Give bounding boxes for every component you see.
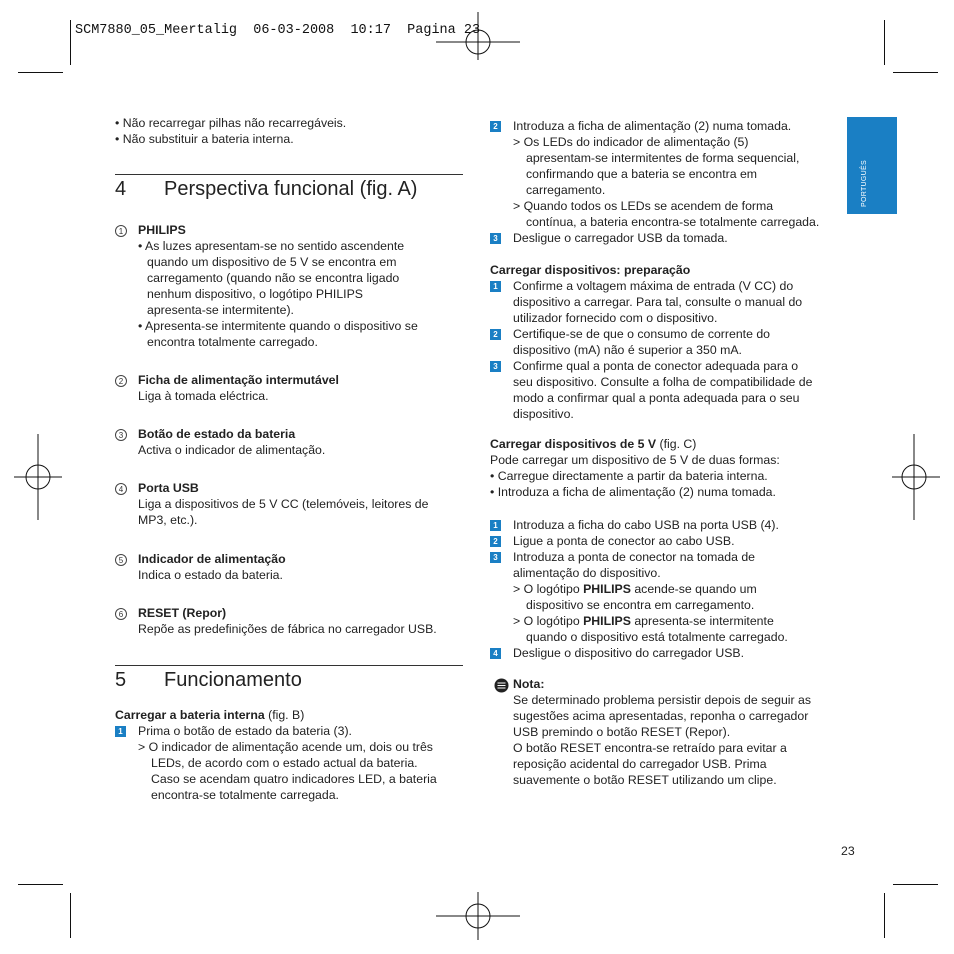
step-text: Confirme qual a ponta de conector adequada para o xyxy=(513,359,799,373)
step-badge: 4 xyxy=(490,648,501,659)
paragraph-text: Pode carregar um dispositivo de 5 V de duas formas: xyxy=(490,453,780,467)
step-text: Certifique-se de que o consumo de corrente do xyxy=(513,327,771,341)
item-title: RESET (Repor) xyxy=(138,606,227,620)
section-title: Perspectiva funcional (fig. A) xyxy=(164,178,418,200)
step-text: alimentação do dispositivo. xyxy=(513,566,661,580)
step-badge: 2 xyxy=(490,121,501,132)
step-text: dispositivo a carregar. Para tal, consulte o manual do xyxy=(513,295,803,309)
item-text: • As luzes apresentam-se no sentido ascendente xyxy=(138,239,405,253)
crop-mark xyxy=(18,72,63,73)
step-badge: 2 xyxy=(490,329,501,340)
item-number-icon: 5 xyxy=(115,554,127,566)
note-text: Se determinado problema persistir depois de seguir as xyxy=(513,693,812,707)
step-result: > O indicador de alimentação acende um, dois ou três xyxy=(138,740,433,754)
page-number: 23 xyxy=(841,844,855,858)
step-text: Introduza a ponta de conector na tomada de xyxy=(513,550,756,564)
bullet-item: • Não recarregar pilhas não recarregáveis. xyxy=(115,116,347,130)
item-number-icon: 3 xyxy=(115,429,127,441)
crop-mark xyxy=(70,893,71,938)
step-text: dispositivo (mA) não é superior a 350 mA. xyxy=(513,343,742,357)
item-text: Liga a dispositivos de 5 V CC (telemóveis, leitores de xyxy=(138,497,429,511)
step-text: Introduza a ficha de alimentação (2) numa tomada. xyxy=(513,119,792,133)
step-result: > O logótipo PHILIPS apresenta-se intermitente xyxy=(513,614,774,628)
step-badge: 3 xyxy=(490,552,501,563)
step-result: dispositivo se encontra em carregamento. xyxy=(526,598,755,612)
note-text: USB premindo o botão RESET (Repor). xyxy=(513,725,731,739)
crop-mark xyxy=(884,893,885,938)
registration-mark-icon xyxy=(14,434,64,520)
bullet-item: • Carregue directamente a partir da bateria interna. xyxy=(490,469,768,483)
item-text: MP3, etc.). xyxy=(138,513,198,527)
note-text: sugestões acima apresentadas, reponha o carregador xyxy=(513,709,809,723)
step-text: Confirme a voltagem máxima de entrada (V CC) do xyxy=(513,279,794,293)
step-text: dispositivo. xyxy=(513,407,574,421)
subheading: Carregar dispositivos: preparação xyxy=(490,263,691,277)
step-result: quando o dispositivo está totalmente carregado. xyxy=(526,630,788,644)
step-text: Ligue a ponta de conector ao cabo USB. xyxy=(513,534,735,548)
note-text: reposição acidental do carregador USB. Prima xyxy=(513,757,767,771)
crop-mark xyxy=(884,20,885,65)
language-tab xyxy=(847,117,897,214)
item-text: Liga à tomada eléctrica. xyxy=(138,389,269,403)
step-badge: 3 xyxy=(490,233,501,244)
note-text: O botão RESET encontra-se retraído para evitar a xyxy=(513,741,787,755)
bullet-item: • Não substituir a bateria interna. xyxy=(115,132,294,146)
note-title: Nota: xyxy=(513,677,545,691)
item-text: Repõe as predefinições de fábrica no carregador USB. xyxy=(138,622,437,636)
item-text: Activa o indicador de alimentação. xyxy=(138,443,326,457)
step-result: apresentam-se intermitentes de forma sequencial, xyxy=(526,151,800,165)
step-result: > Os LEDs do indicador de alimentação (5) xyxy=(513,135,749,149)
item-title: Indicador de alimentação xyxy=(138,552,286,566)
step-result: carregamento. xyxy=(526,183,606,197)
step-text: modo a confirmar qual a ponta adequada para o seu xyxy=(513,391,800,405)
step-result: > O logótipo PHILIPS acende-se quando um xyxy=(513,582,757,596)
item-text: carregamento (quando não se encontra ligado xyxy=(147,271,400,285)
step-text: Desligue o dispositivo do carregador USB. xyxy=(513,646,745,660)
subheading: Carregar a bateria interna (fig. B) xyxy=(115,708,305,722)
step-result: Caso se acendam quatro indicadores LED, a bateria xyxy=(151,772,437,786)
item-text: apresenta-se intermitente). xyxy=(147,303,294,317)
section-number: 4 xyxy=(115,178,127,200)
step-result: contínua, a bateria encontra-se totalmente carregada. xyxy=(526,215,820,229)
step-result: confirmando que a bateria se encontra em xyxy=(526,167,758,181)
section-title: Funcionamento xyxy=(164,669,302,691)
step-result: LEDs, de acordo com o estado actual da bateria. xyxy=(151,756,418,770)
section-rule xyxy=(115,665,463,666)
section-number: 5 xyxy=(115,669,127,691)
step-text: Introduza a ficha do cabo USB na porta USB (4). xyxy=(513,518,779,532)
item-text: quando um dispositivo de 5 V se encontra em xyxy=(147,255,397,269)
item-number-icon: 4 xyxy=(115,483,127,495)
crop-mark xyxy=(70,20,71,65)
crop-mark xyxy=(18,884,63,885)
step-badge: 1 xyxy=(490,520,501,531)
print-slug: SCM7880_05_Meertalig 06-03-2008 10:17 Pagina 23 xyxy=(75,23,481,38)
crop-mark xyxy=(893,884,938,885)
item-number-icon: 1 xyxy=(115,225,127,237)
item-title: Porta USB xyxy=(138,481,199,495)
item-title: Ficha de alimentação intermutável xyxy=(138,373,339,387)
item-text: Indica o estado da bateria. xyxy=(138,568,283,582)
note-icon xyxy=(494,678,509,693)
step-text: utilizador fornecido com o dispositivo. xyxy=(513,311,718,325)
item-text: • Apresenta-se intermitente quando o dispositivo se xyxy=(138,319,418,333)
step-badge: 3 xyxy=(490,361,501,372)
step-badge: 2 xyxy=(490,536,501,547)
registration-mark-icon xyxy=(436,892,520,942)
crop-mark xyxy=(893,72,938,73)
item-number-icon: 2 xyxy=(115,375,127,387)
step-badge: 1 xyxy=(115,726,126,737)
step-text: seu dispositivo. Consulte a folha de compatibilidade de xyxy=(513,375,813,389)
bullet-item: • Introduza a ficha de alimentação (2) numa tomada. xyxy=(490,485,776,499)
registration-mark-icon xyxy=(892,434,942,520)
step-result: encontra-se totalmente carregada. xyxy=(151,788,339,802)
item-number-icon: 6 xyxy=(115,608,127,620)
section-rule xyxy=(115,174,463,175)
subheading: Carregar dispositivos de 5 V (fig. C) xyxy=(490,437,697,451)
step-text: Desligue o carregador USB da tomada. xyxy=(513,231,728,245)
step-result: > Quando todos os LEDs se acendem de forma xyxy=(513,199,774,213)
item-title: Botão de estado da bateria xyxy=(138,427,296,441)
step-text: Prima o botão de estado da bateria (3). xyxy=(138,724,352,738)
item-title: PHILIPS xyxy=(138,223,186,237)
item-text: nenhum dispositivo, o logótipo PHILIPS xyxy=(147,287,364,301)
language-tab-label: PORTUGUÊS xyxy=(861,160,868,207)
note-text: suavemente o botão RESET utilizando um clipe. xyxy=(513,773,777,787)
item-text: encontra totalmente carregado. xyxy=(147,335,318,349)
step-badge: 1 xyxy=(490,281,501,292)
